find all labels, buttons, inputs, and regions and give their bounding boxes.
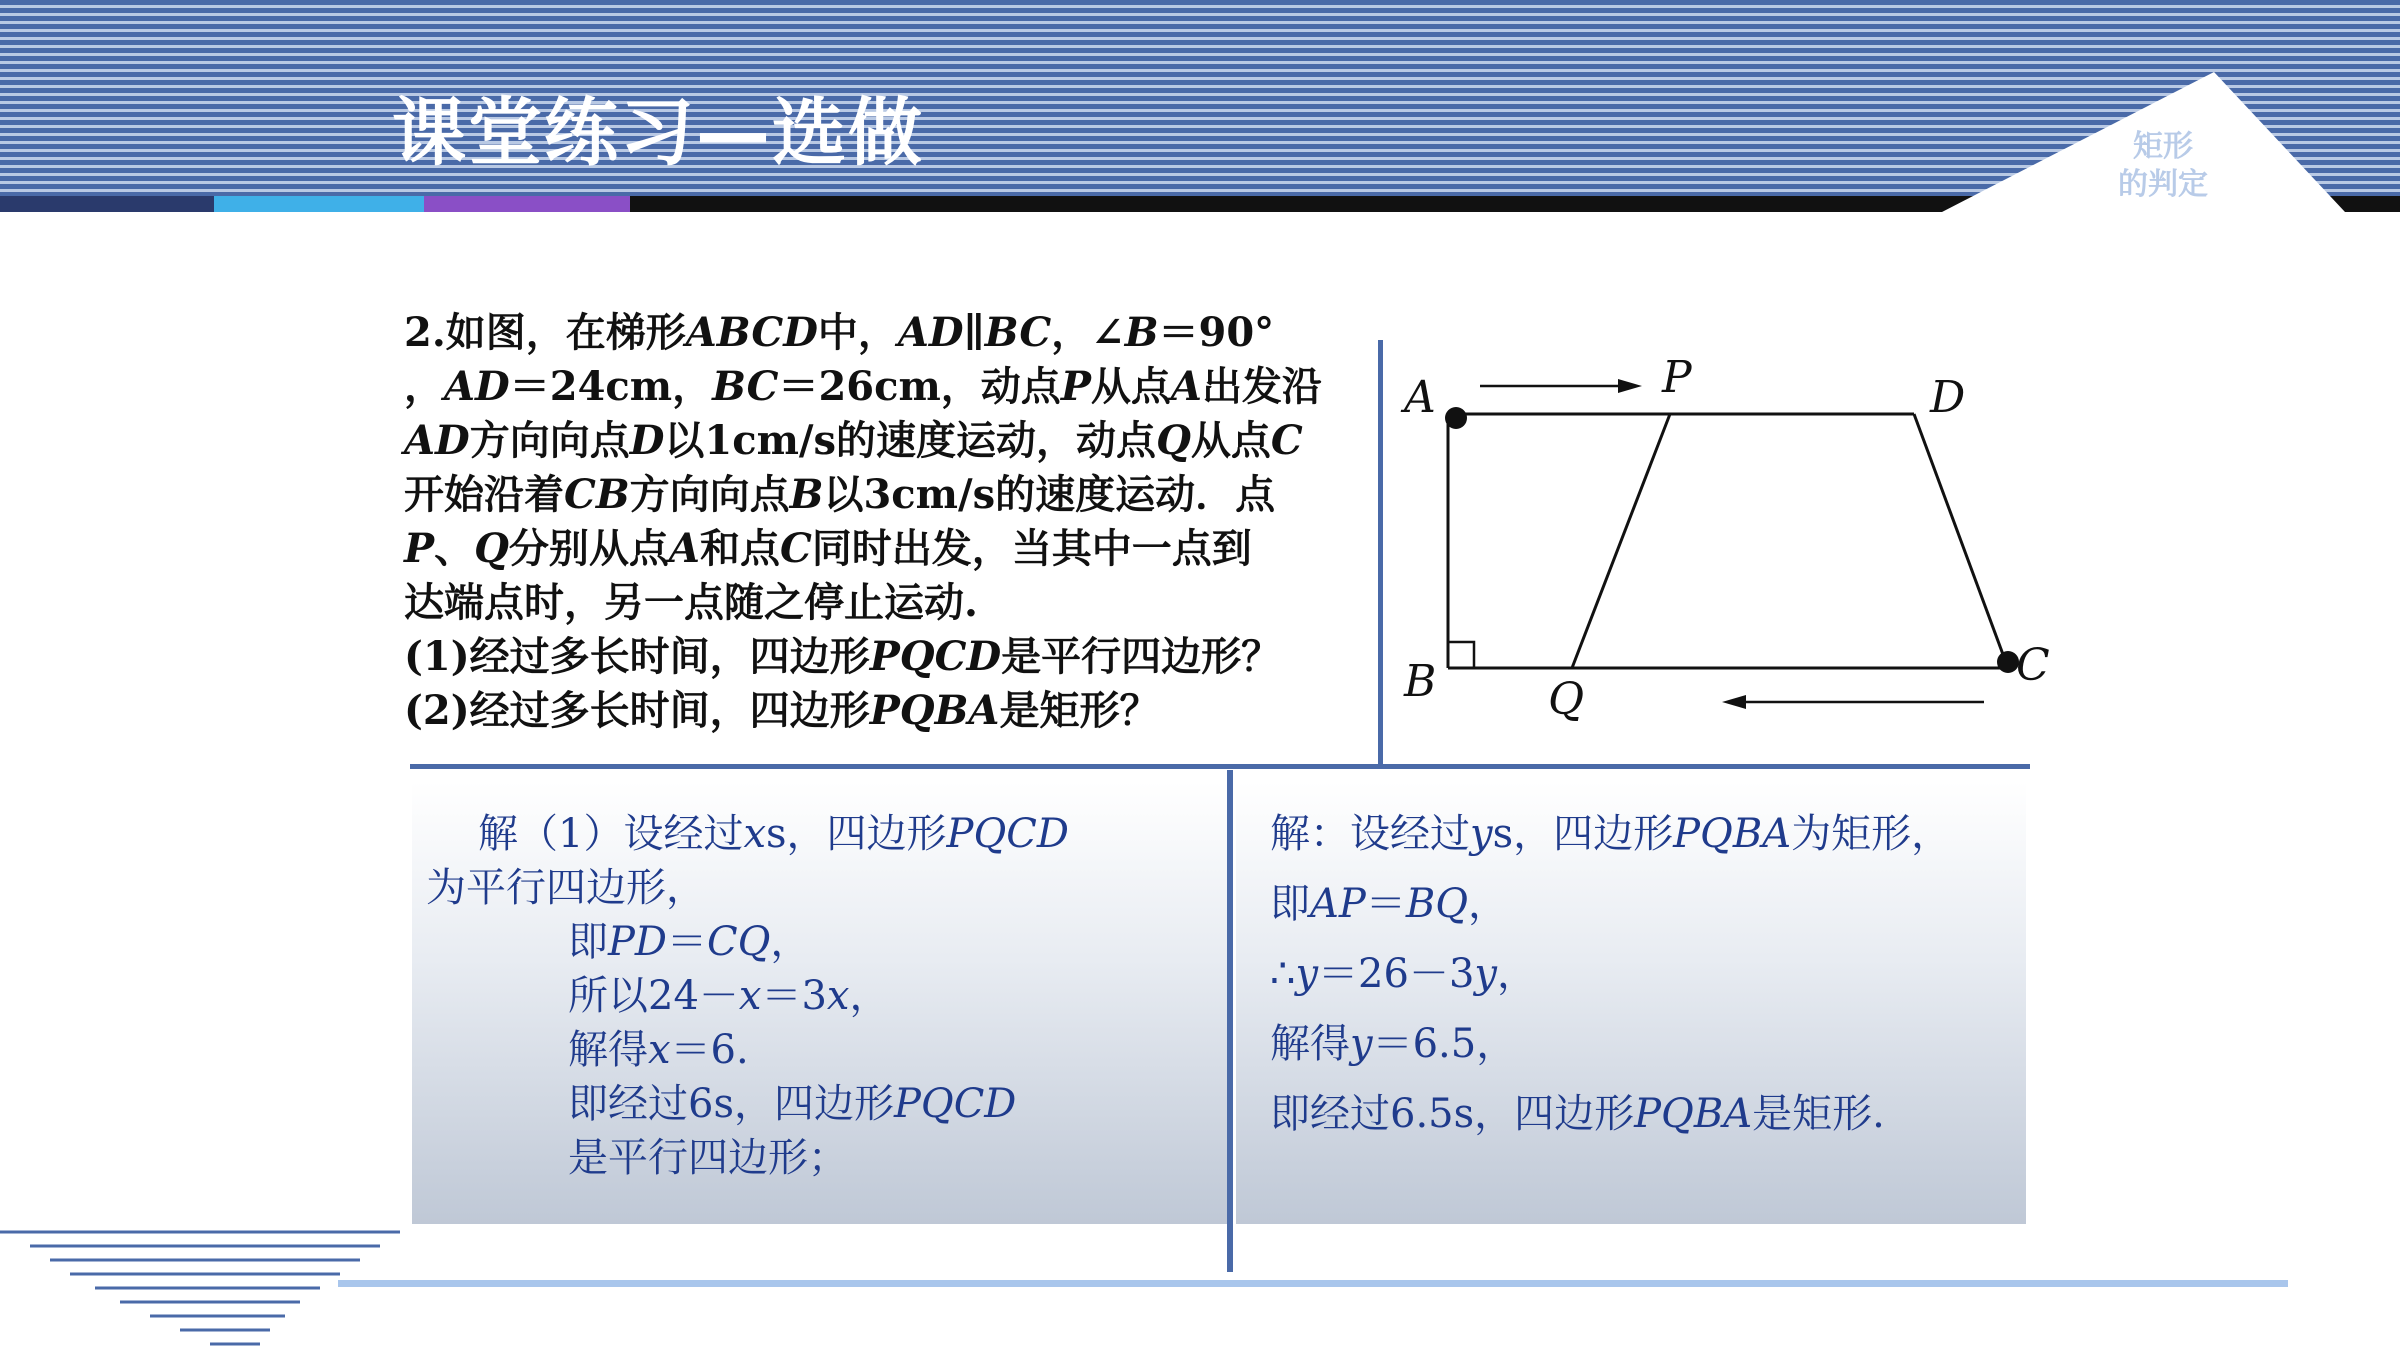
problem-line: 达端点时，另一点随之停止运动. xyxy=(404,579,978,626)
slide-title: 课堂练习—选做 xyxy=(392,90,924,176)
answer-line: 解得y＝6.5， xyxy=(1270,1021,1517,1067)
label-D: D xyxy=(1930,372,1966,423)
answer-line: 即经过6s，四边形PQCD xyxy=(568,1081,1017,1127)
chapter-tag-line2: 的判定 xyxy=(2118,167,2208,202)
answer-line: 所以24－x＝3x， xyxy=(568,973,890,1019)
answer-line: 即PD＝CQ， xyxy=(568,919,811,965)
footer-line xyxy=(338,1280,2288,1287)
problem-statement xyxy=(404,306,1364,738)
trapezoid-diagram xyxy=(1384,340,2050,740)
footer-stripe-decoration xyxy=(0,1220,420,1350)
answer-line: 为平行四边形， xyxy=(426,865,706,911)
answer-panel-part1 xyxy=(412,782,1227,1224)
chapter-tag-line1: 矩形 xyxy=(2133,129,2193,164)
horizontal-divider xyxy=(410,764,2030,769)
problem-line: ，AD＝24cm，BC＝26cm，动点P从点A出发沿 xyxy=(404,363,1322,410)
segment-PQ xyxy=(1572,414,1670,668)
label-C: C xyxy=(2016,640,2050,691)
label-Q: Q xyxy=(1548,674,1585,725)
answer-line: 解：设经过ys，四边形PQBA为矩形， xyxy=(1270,811,1952,857)
question-2: (2)经过多长时间，四边形PQBA是矩形？ xyxy=(404,687,1160,734)
arrow-Q-head xyxy=(1722,695,1746,709)
vertical-divider-top xyxy=(1378,340,1383,764)
answer-line: 解得x＝6. xyxy=(568,1027,749,1073)
chapter-tag xyxy=(2108,128,2218,204)
right-angle-mark xyxy=(1448,642,1474,668)
answer-line: 解（1）设经过xs，四边形PQCD xyxy=(478,811,1069,857)
answer-line: 即经过6.5s，四边形PQBA是矩形. xyxy=(1270,1091,1885,1137)
label-P: P xyxy=(1662,352,1692,403)
edge-DC xyxy=(1914,414,2008,668)
answer-line: ∴y＝26－3y， xyxy=(1270,951,1538,997)
arrow-P-head xyxy=(1618,379,1642,393)
problem-line: 2.如图，在梯形ABCD中，AD∥BC，∠B＝90° xyxy=(404,309,1275,356)
question-1: (1)经过多长时间，四边形PQCD是平行四边形？ xyxy=(404,633,1282,680)
vertical-divider-bottom xyxy=(1227,770,1233,1272)
problem-line: 开始沿着CB方向向点B以3cm/s的速度运动．点 xyxy=(404,471,1276,518)
label-B: B xyxy=(1404,656,1437,707)
point-A-dot xyxy=(1445,407,1467,429)
answer-panel-part2 xyxy=(1236,782,2026,1224)
problem-line: P、Q分别从点A和点C同时出发，当其中一点到 xyxy=(404,525,1252,572)
label-A: A xyxy=(1404,372,1436,423)
corner-triangle-decoration xyxy=(0,0,2400,230)
answer-line: 是平行四边形； xyxy=(568,1135,848,1181)
problem-line: AD方向向点D以1cm/s的速度运动，动点Q从点C xyxy=(404,417,1303,464)
answer-line: 即AP＝BQ， xyxy=(1270,881,1508,927)
